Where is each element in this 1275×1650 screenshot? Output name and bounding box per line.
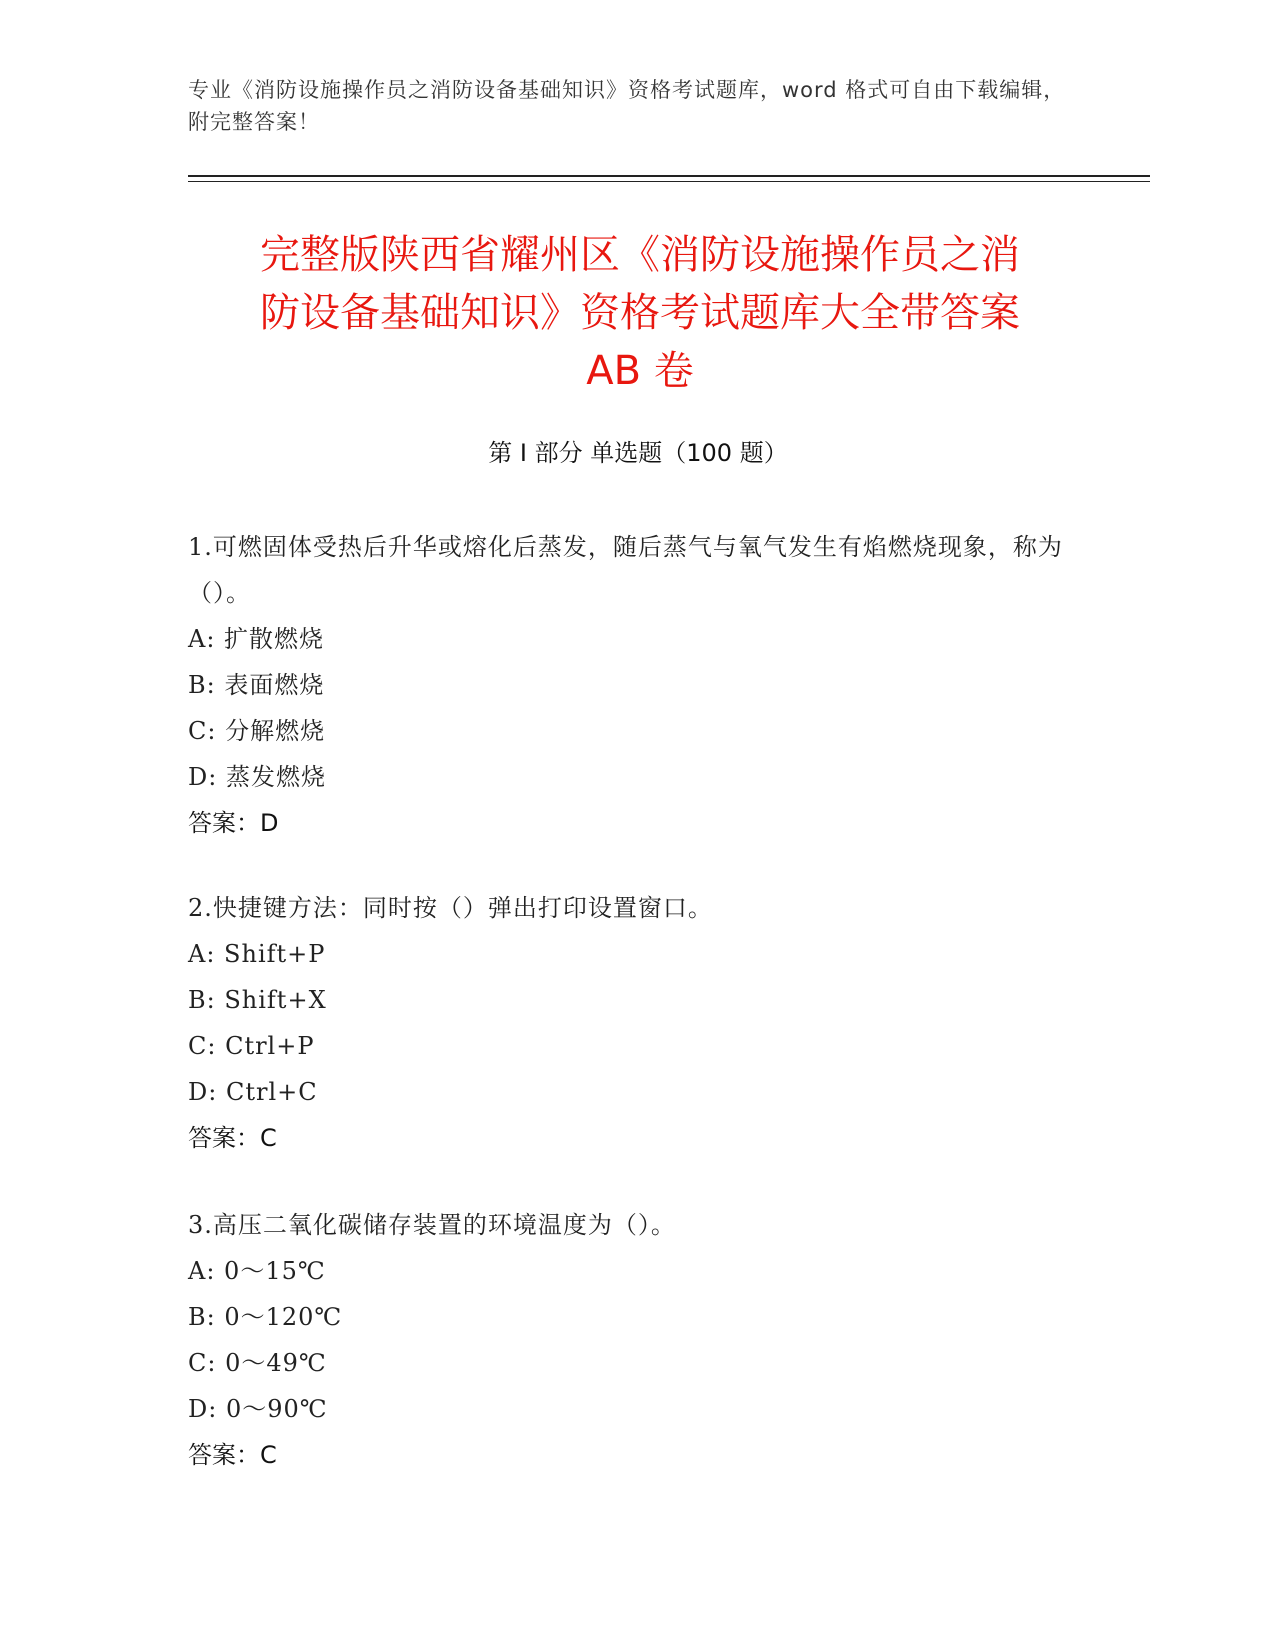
document-title (180, 226, 1100, 400)
question-1 (188, 524, 1088, 846)
document-title-line-1: 完整版陕西省耀州区《消防设施操作员之消 (260, 232, 1020, 278)
question-2 (188, 885, 1088, 1161)
option-d: D: Ctrl+C (188, 1078, 318, 1106)
question-3 (188, 1202, 1088, 1478)
option-d: D: 蒸发燃烧 (188, 763, 326, 791)
option-c: C: 0～49℃ (188, 1349, 327, 1377)
question-stem: 2.快捷键方法：同时按（）弹出打印设置窗口。 (188, 894, 713, 922)
document-title-line-2: 防设备基础知识》资格考试题库大全带答案 (260, 290, 1020, 336)
header-note: 专业《消防设施操作员之消防设备基础知识》资格考试题库，word 格式可自由下载编辑，附完整答案！ (188, 78, 1066, 134)
option-c: C: 分解燃烧 (188, 717, 326, 745)
header-rule-thin (188, 181, 1150, 182)
option-d: D: 0～90℃ (188, 1395, 328, 1423)
option-a: A: 扩散燃烧 (188, 625, 325, 653)
question-stem: 3.高压二氧化碳储存装置的环境温度为（）。 (188, 1211, 676, 1239)
header-rule-thick (188, 175, 1150, 177)
question-stem: 1.可燃固体受热后升华或熔化后蒸发，随后蒸气与氧气发生有焰燃烧现象，称为（）。 (188, 533, 1063, 607)
option-b: B: 表面燃烧 (188, 671, 325, 699)
section-title: 第 I 部分 单选题（100 题） (488, 439, 788, 467)
answer: 答案：C (188, 1441, 277, 1469)
option-a: A: 0～15℃ (188, 1257, 326, 1285)
option-c: C: Ctrl+P (188, 1032, 315, 1060)
option-b: B: 0～120℃ (188, 1303, 343, 1331)
answer: 答案：C (188, 1124, 277, 1152)
option-b: B: Shift+X (188, 986, 327, 1014)
document-title-line-3: AB 卷 (586, 348, 694, 394)
option-a: A: Shift+P (188, 940, 326, 968)
answer: 答案：D (188, 809, 279, 837)
